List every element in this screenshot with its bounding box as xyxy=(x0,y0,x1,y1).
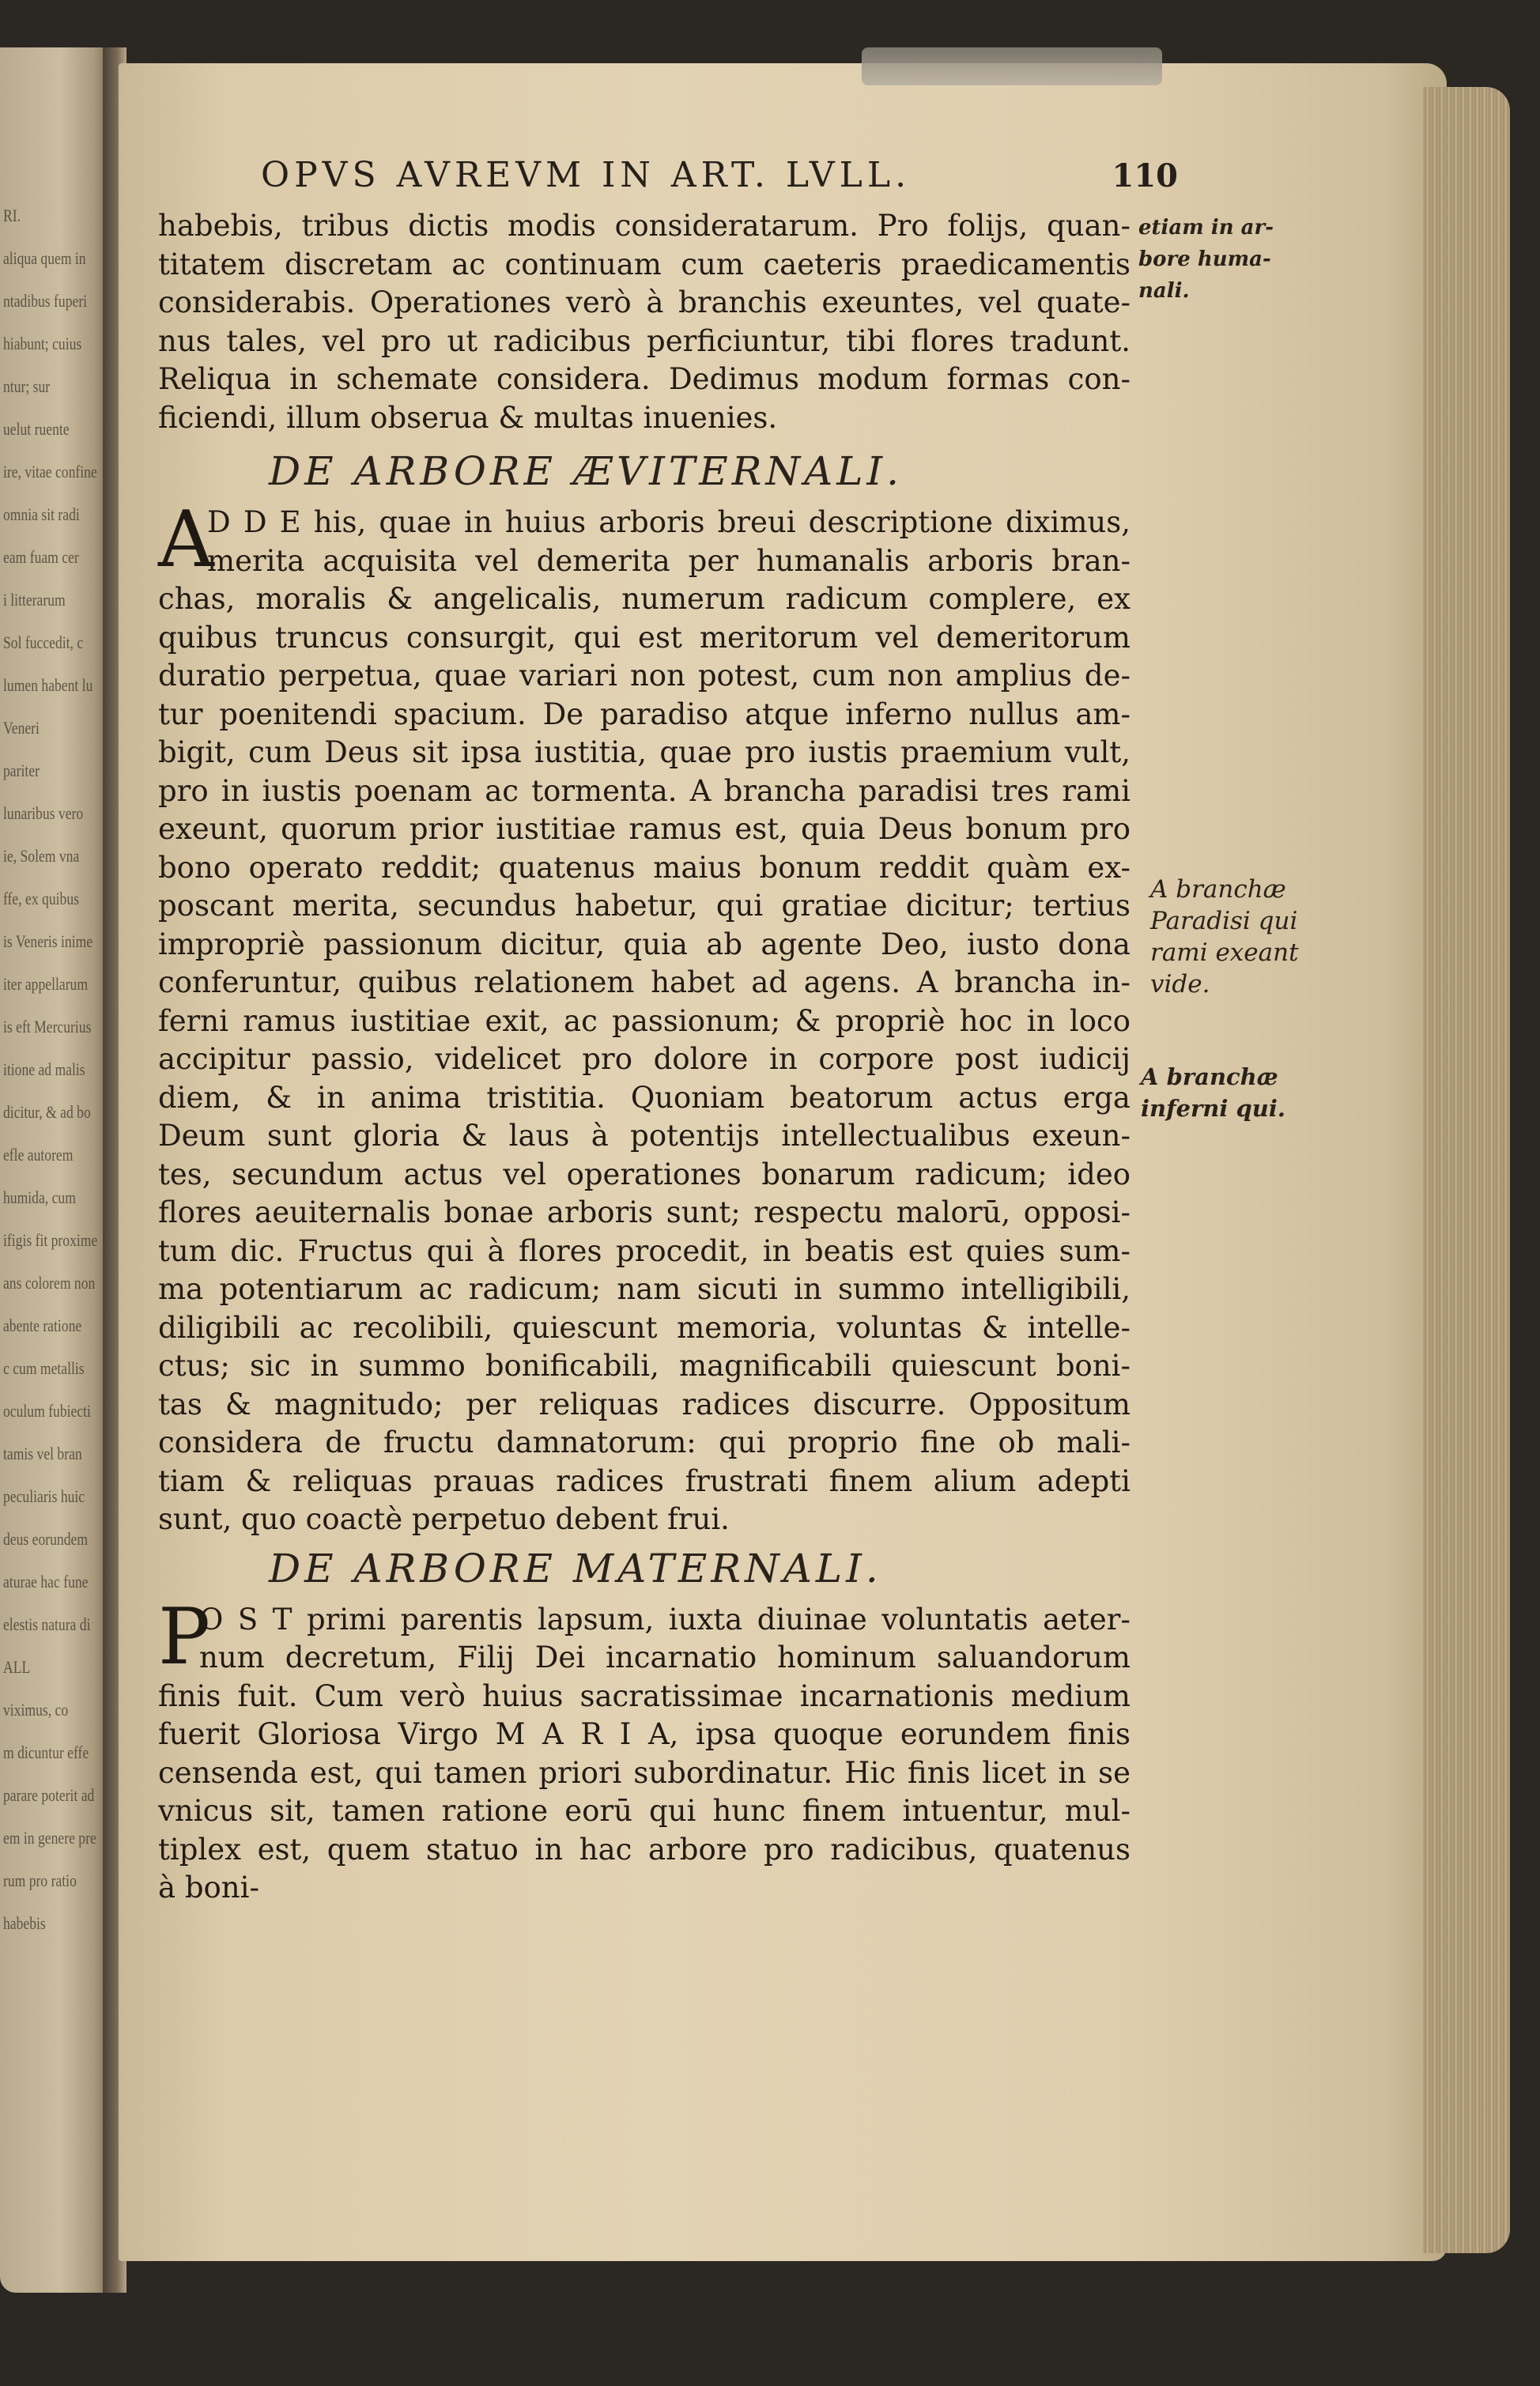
text-line: à boni- xyxy=(158,1871,259,1905)
left-page-fragment: tamis vel bran xyxy=(3,1444,82,1463)
text-line: conferuntur, quibus relationem habet ad agens. A brancha in- xyxy=(158,965,1130,999)
drop-cap-a: A xyxy=(158,495,214,585)
margin-note-line: nali. xyxy=(1138,279,1190,303)
text-line: tum dic. Fructus qui à flores procedit, in beatis est quies sum- xyxy=(158,1233,1130,1268)
left-page-fragment: is Veneris inime xyxy=(3,931,93,951)
left-page-fragment: parare poterit ad xyxy=(3,1785,95,1805)
text-line: Deum sunt gloria & laus à potentijs intellectualibus exeun- xyxy=(158,1119,1130,1153)
text-line: num decretum, Filij Dei incarnatio hominum saluandorum xyxy=(199,1640,1130,1674)
left-page-fragment: dicitur, & ad bo xyxy=(3,1102,91,1122)
text-line: ficiendi, illum obserua & multas inuenies. xyxy=(158,400,778,435)
left-page-fragment: rum pro ratio xyxy=(3,1871,77,1890)
paragraph-aeviternali xyxy=(158,495,1130,1539)
left-page-fragment: m dicuntur effe xyxy=(3,1742,89,1762)
left-page-fragment: ans colorem non xyxy=(3,1273,96,1293)
margin-note-line: rami exeant xyxy=(1150,938,1299,967)
margin-note-line: bore huma- xyxy=(1138,247,1271,271)
left-page-fragment: ALL xyxy=(3,1657,31,1677)
text-line: censenda est, qui tamen priori subordinatur. Hic finis licet in se xyxy=(158,1755,1130,1790)
main-text-block xyxy=(158,207,1130,1908)
text-line: habebis, tribus dictis modis consideratarum. Pro folijs, quan- xyxy=(158,209,1130,243)
text-line: finis fuit. Cum verò huius sacratissimae incarnationis medium xyxy=(158,1678,1130,1713)
left-page-fragment: i litterarum xyxy=(3,590,66,610)
section-heading-aeviternali: DE ARBORE ÆVITERNALI. xyxy=(269,448,904,494)
left-page-fragment: pariter xyxy=(3,761,40,780)
drop-cap-p: P xyxy=(158,1591,210,1682)
text-line: tiam & reliquas prauas radices frustrati finem alium adepti xyxy=(158,1463,1130,1498)
left-page-fragment: ie, Solem vna xyxy=(3,846,80,866)
left-page-fragment: em in genere pre xyxy=(3,1828,96,1848)
left-page-fragment: oculum fubiecti xyxy=(3,1401,91,1421)
left-page-fragment: ire, vitae confine xyxy=(3,462,97,481)
margin-note-inferni xyxy=(1141,1061,1285,1124)
text-line: flores aeuiternalis bonae arboris sunt; respectu malorū, opposi- xyxy=(158,1195,1130,1229)
margin-note-line: A branchæ xyxy=(1141,1063,1278,1090)
text-line: considera de fructu damnatorum: qui proprio fine ob mali- xyxy=(158,1425,1130,1459)
section-heading-maternali: DE ARBORE MATERNALI. xyxy=(269,1545,882,1591)
left-page-fragment: viximus, co xyxy=(3,1700,69,1720)
text-line: duratio perpetua, quae variari non potest, cum non amplius de- xyxy=(158,659,1130,693)
left-page-fragment: humida, cum xyxy=(3,1187,76,1207)
left-page-fragment: deus eorundem xyxy=(3,1529,89,1549)
text-line: D D E his, quae in huius arboris breui descriptione diximus, xyxy=(207,505,1130,539)
margin-note-line: etiam in ar- xyxy=(1138,216,1274,240)
running-head xyxy=(261,155,1178,202)
folio-number: 110 xyxy=(1112,157,1178,194)
text-line: fuerit Gloriosa Virgo M A R I A, ipsa quoque eorundem finis xyxy=(158,1717,1130,1751)
left-page-fragment: uelut ruente xyxy=(3,419,70,439)
text-line: pro in iustis poenam ac tormenta. A brancha paradisi tres rami xyxy=(158,773,1130,808)
text-line: tes, secundum actus vel operationes bonarum radicum; ideo xyxy=(158,1157,1130,1191)
left-page-fragment: abente ratione xyxy=(3,1316,82,1335)
margin-note-line: vide. xyxy=(1150,970,1210,999)
running-title: OPVS AVREVM IN ART. LVLL. xyxy=(261,155,912,195)
text-line: bigit, cum Deus sit ipsa iustitia, quae pro iustis praemium vult, xyxy=(158,735,1130,769)
text-line: tur poenitendi spacium. De paradiso atque inferno nullus am- xyxy=(158,697,1130,731)
text-line: chas, moralis & angelicalis, numerum radicum complere, ex xyxy=(158,582,1130,616)
left-page-fragment: hiabunt; cuius xyxy=(3,334,82,353)
left-page-fragment: aliqua quem in xyxy=(3,248,86,268)
left-page-fragment: Sol fuccedit, c xyxy=(3,632,84,652)
text-line: ma potentiarum ac radicum; nam sicuti in summo intelligibili, xyxy=(158,1272,1130,1306)
left-page-fragment: ntadibus fuperi xyxy=(3,291,88,311)
left-page-fragment: ifigis fit proxime xyxy=(3,1230,98,1250)
page-clip xyxy=(862,47,1162,85)
text-line: tiplex est, quem statuo in hac arbore pro radicibus, quatenus xyxy=(158,1832,1130,1867)
text-line: impropriè passionum dicitur, quia ab agente Deo, iusto dona xyxy=(158,927,1130,961)
left-page-fragment: eam fuam cer xyxy=(3,547,79,567)
left-page-fragment: c cum metallis xyxy=(3,1358,85,1378)
left-page-fragment: omnia sit radi xyxy=(3,504,80,524)
margin-note-line: A branchæ xyxy=(1150,875,1286,904)
left-page-fragment: peculiaris huic xyxy=(3,1486,85,1506)
left-page-fragment: ntur; sur xyxy=(3,376,51,396)
text-line: diem, & in anima tristitia. Quoniam beatorum actus erga xyxy=(158,1080,1130,1115)
text-line: vnicus sit, tamen ratione eorū qui hunc finem intuentur, mul- xyxy=(158,1794,1130,1828)
left-page-fragment: habebis xyxy=(3,1913,46,1933)
text-line: nus tales, vel pro ut radicibus perficiuntur, tibi flores tradunt. xyxy=(158,323,1130,358)
left-page-fragment: Veneri xyxy=(3,718,40,738)
left-page-fragment: itione ad malis xyxy=(3,1059,85,1079)
text-line: ctus; sic in summo bonificabili, magnificabili quiescunt boni- xyxy=(158,1349,1130,1383)
page-fore-edge xyxy=(1423,87,1510,2253)
text-line: considerabis. Operationes verò à branchis exeuntes, vel quate- xyxy=(158,285,1130,319)
text-line: Reliqua in schemate considera. Dedimus modum formas con- xyxy=(158,362,1130,396)
text-line: accipitur passio, videlicet pro dolore in corpore post iudicij xyxy=(158,1042,1130,1076)
left-page-fragment: ffe, ex quibus xyxy=(3,889,79,908)
left-page-fragment: aturae hac fune xyxy=(3,1572,89,1591)
left-page-fragment: lunaribus vero xyxy=(3,803,84,823)
text-line: poscant merita, secundus habetur, qui gratiae dicitur; tertius xyxy=(158,889,1130,923)
left-page-fragment: elestis natura di xyxy=(3,1614,91,1634)
paragraph-maternali xyxy=(158,1591,1130,1908)
text-line: bono operato reddit; quatenus maius bonum reddit quàm ex- xyxy=(158,850,1130,885)
margin-note-line: inferni qui. xyxy=(1141,1095,1285,1122)
text-line: sunt, quo coactè perpetuo debent frui. xyxy=(158,1502,730,1536)
left-page-fragment: RI. xyxy=(3,206,21,225)
margin-note-paradisi xyxy=(1150,874,1299,1000)
left-page-fragment: efle autorem xyxy=(3,1145,74,1165)
text-line: titatem discretam ac continuam cum caeteris praedicamentis xyxy=(158,247,1130,281)
margin-note-humanali xyxy=(1138,212,1274,307)
text-line: quibus truncus consurgit, qui est meritorum vel demeritorum xyxy=(158,620,1130,655)
text-line: diligibili ac recolibili, quiescunt memoria, voluntas & intelle- xyxy=(158,1310,1130,1345)
left-page-fragment: lumen habent lu xyxy=(3,675,93,695)
margin-note-line: Paradisi qui xyxy=(1150,907,1298,935)
paragraph-intro xyxy=(158,207,1130,437)
text-line: O S T primi parentis lapsum, iuxta diuinae voluntatis aeter- xyxy=(199,1602,1130,1637)
text-line: tas & magnitudo; per reliquas radices discurre. Oppositum xyxy=(158,1387,1130,1421)
text-line: merita acquisita vel demerita per humanalis arboris bran- xyxy=(207,543,1130,578)
left-page-fragment: is eft Mercurius xyxy=(3,1017,92,1036)
text-line: ferni ramus iustitiae exit, ac passionum; & propriè hoc in loco xyxy=(158,1003,1130,1038)
left-page-fragment: iter appellarum xyxy=(3,974,89,994)
previous-page-edge xyxy=(0,47,111,2293)
text-line: exeunt, quorum prior iustitiae ramus est, quia Deus bonum pro xyxy=(158,812,1130,846)
